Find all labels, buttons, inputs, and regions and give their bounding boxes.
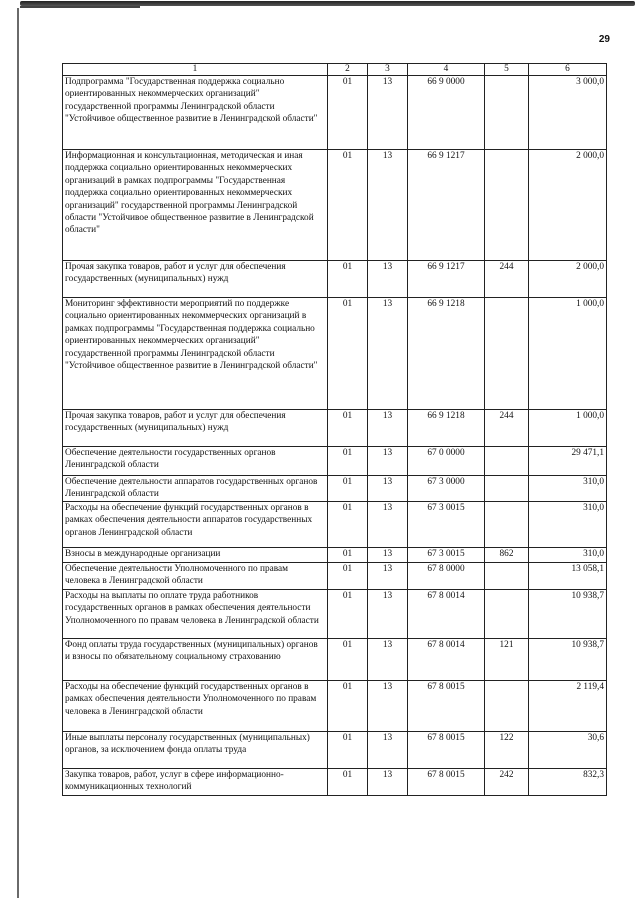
cell-section: 01 bbox=[328, 501, 368, 547]
table-row bbox=[63, 476, 607, 502]
cell-amount: 1 000,0 bbox=[529, 410, 607, 447]
table-row bbox=[63, 638, 607, 680]
cell-amount: 10 938,7 bbox=[529, 589, 607, 638]
cell-description: Подпрограмма "Государственная поддержка социально ориентированных некоммерческих организаций" государственной программы Ленинградской области "Устойчивое общественное развитие в Ленинградской области" bbox=[63, 76, 328, 150]
table-row bbox=[63, 150, 607, 261]
table-row bbox=[63, 547, 607, 562]
cell-expense-type: 244 bbox=[485, 410, 529, 447]
cell-description: Обеспечение деятельности государственных органов Ленинградской области bbox=[63, 447, 328, 476]
cell-description: Информационная и консультационная, методическая и иная поддержка социально ориентированных некоммерческих организаций в рамках подпрограммы "Государственная поддержка социально ориентированных некоммерческих организаций" государственной программы Ленинградской области "Устойчивое общественное развитие в Ленинградской области" bbox=[63, 150, 328, 261]
table-row bbox=[63, 731, 607, 768]
cell-expense-type: 862 bbox=[485, 547, 529, 562]
cell-target-article: 67 8 0015 bbox=[408, 680, 485, 731]
cell-subsection: 13 bbox=[368, 501, 408, 547]
cell-expense-type bbox=[485, 501, 529, 547]
cell-description: Мониторинг эффективности мероприятий по поддержке социально ориентированных некоммерческих организаций в рамках подпрограммы "Государственная поддержка социально ориентированных некоммерческих организаций" государственной программы Ленинградской области "Устойчивое общественное развитие в Ленинградской области" bbox=[63, 298, 328, 410]
cell-target-article: 67 8 0015 bbox=[408, 731, 485, 768]
cell-target-article: 67 3 0015 bbox=[408, 501, 485, 547]
cell-target-article: 66 9 1218 bbox=[408, 298, 485, 410]
table-row bbox=[63, 562, 607, 589]
table-row bbox=[63, 680, 607, 731]
cell-description: Расходы на выплаты по оплате труда работников государственных органов в рамках обеспечения деятельности Уполномоченного по правам человека в Ленинградской области bbox=[63, 589, 328, 638]
header-cell: 4 bbox=[408, 64, 485, 76]
cell-section: 01 bbox=[328, 76, 368, 150]
cell-amount: 310,0 bbox=[529, 476, 607, 502]
cell-description: Закупка товаров, работ, услуг в сфере информационно-коммуникационных технологий bbox=[63, 768, 328, 795]
cell-subsection: 13 bbox=[368, 150, 408, 261]
cell-subsection: 13 bbox=[368, 298, 408, 410]
cell-expense-type bbox=[485, 589, 529, 638]
budget-table bbox=[62, 63, 607, 796]
cell-amount: 30,6 bbox=[529, 731, 607, 768]
cell-amount: 10 938,7 bbox=[529, 638, 607, 680]
cell-description: Прочая закупка товаров, работ и услуг для обеспечения государственных (муниципальных) нужд bbox=[63, 410, 328, 447]
cell-description: Взносы в международные организации bbox=[63, 547, 328, 562]
cell-target-article: 67 8 0000 bbox=[408, 562, 485, 589]
header-cell: 3 bbox=[368, 64, 408, 76]
cell-description: Расходы на обеспечение функций государственных органов в рамках обеспечения деятельности аппаратов государственных органов Ленинградской области bbox=[63, 501, 328, 547]
cell-amount: 3 000,0 bbox=[529, 76, 607, 150]
cell-expense-type: 122 bbox=[485, 731, 529, 768]
cell-section: 01 bbox=[328, 589, 368, 638]
cell-section: 01 bbox=[328, 547, 368, 562]
table-row bbox=[63, 76, 607, 150]
header-cell: 6 bbox=[529, 64, 607, 76]
cell-subsection: 13 bbox=[368, 731, 408, 768]
cell-subsection: 13 bbox=[368, 768, 408, 795]
cell-section: 01 bbox=[328, 261, 368, 298]
table-row bbox=[63, 768, 607, 795]
cell-description: Иные выплаты персоналу государственных (муниципальных) органов, за исключением фонда оплаты труда bbox=[63, 731, 328, 768]
cell-subsection: 13 bbox=[368, 76, 408, 150]
cell-subsection: 13 bbox=[368, 638, 408, 680]
cell-subsection: 13 bbox=[368, 562, 408, 589]
cell-amount: 1 000,0 bbox=[529, 298, 607, 410]
cell-section: 01 bbox=[328, 476, 368, 502]
cell-target-article: 67 8 0014 bbox=[408, 638, 485, 680]
cell-subsection: 13 bbox=[368, 261, 408, 298]
cell-section: 01 bbox=[328, 410, 368, 447]
cell-target-article: 66 9 1218 bbox=[408, 410, 485, 447]
page-number: 29 bbox=[598, 34, 610, 45]
cell-expense-type: 121 bbox=[485, 638, 529, 680]
cell-description: Обеспечение деятельности аппаратов государственных органов Ленинградской области bbox=[63, 476, 328, 502]
cell-section: 01 bbox=[328, 298, 368, 410]
table-row bbox=[63, 410, 607, 447]
cell-section: 01 bbox=[328, 768, 368, 795]
cell-expense-type bbox=[485, 562, 529, 589]
cell-section: 01 bbox=[328, 731, 368, 768]
cell-subsection: 13 bbox=[368, 447, 408, 476]
cell-section: 01 bbox=[328, 150, 368, 261]
cell-amount: 2 119,4 bbox=[529, 680, 607, 731]
cell-section: 01 bbox=[328, 447, 368, 476]
cell-target-article: 67 3 0015 bbox=[408, 547, 485, 562]
table-row bbox=[63, 589, 607, 638]
cell-amount: 310,0 bbox=[529, 501, 607, 547]
cell-expense-type bbox=[485, 150, 529, 261]
cell-section: 01 bbox=[328, 638, 368, 680]
cell-description: Обеспечение деятельности Уполномоченного по правам человека в Ленинградской области bbox=[63, 562, 328, 589]
cell-target-article: 66 9 1217 bbox=[408, 150, 485, 261]
table-row bbox=[63, 261, 607, 298]
cell-target-article: 67 3 0000 bbox=[408, 476, 485, 502]
header-cell: 1 bbox=[63, 64, 328, 76]
header-cell: 2 bbox=[328, 64, 368, 76]
cell-expense-type bbox=[485, 476, 529, 502]
cell-target-article: 67 8 0014 bbox=[408, 589, 485, 638]
cell-expense-type bbox=[485, 447, 529, 476]
cell-target-article: 66 9 1217 bbox=[408, 261, 485, 298]
header-row bbox=[63, 64, 607, 76]
table-row bbox=[63, 447, 607, 476]
cell-expense-type bbox=[485, 298, 529, 410]
cell-target-article: 67 8 0015 bbox=[408, 768, 485, 795]
cell-amount: 13 058,1 bbox=[529, 562, 607, 589]
cell-amount: 2 000,0 bbox=[529, 261, 607, 298]
cell-description: Расходы на обеспечение функций государственных органов в рамках обеспечения деятельности Уполномоченного по правам человека в Ленинградской области bbox=[63, 680, 328, 731]
cell-description: Фонд оплаты труда государственных (муниципальных) органов и взносы по обязательному социальному страхованию bbox=[63, 638, 328, 680]
table-row bbox=[63, 298, 607, 410]
scan-margin-line bbox=[17, 8, 19, 898]
cell-section: 01 bbox=[328, 680, 368, 731]
cell-subsection: 13 bbox=[368, 547, 408, 562]
cell-expense-type: 244 bbox=[485, 261, 529, 298]
cell-subsection: 13 bbox=[368, 476, 408, 502]
cell-amount: 832,3 bbox=[529, 768, 607, 795]
cell-section: 01 bbox=[328, 562, 368, 589]
cell-amount: 310,0 bbox=[529, 547, 607, 562]
cell-amount: 2 000,0 bbox=[529, 150, 607, 261]
cell-target-article: 67 0 0000 bbox=[408, 447, 485, 476]
cell-expense-type bbox=[485, 76, 529, 150]
cell-expense-type bbox=[485, 680, 529, 731]
table-row bbox=[63, 501, 607, 547]
cell-expense-type: 242 bbox=[485, 768, 529, 795]
cell-description: Прочая закупка товаров, работ и услуг для обеспечения государственных (муниципальных) нужд bbox=[63, 261, 328, 298]
cell-amount: 29 471,1 bbox=[529, 447, 607, 476]
cell-target-article: 66 9 0000 bbox=[408, 76, 485, 150]
top-rule-tail bbox=[20, 6, 140, 8]
cell-subsection: 13 bbox=[368, 589, 408, 638]
header-cell: 5 bbox=[485, 64, 529, 76]
cell-subsection: 13 bbox=[368, 410, 408, 447]
cell-subsection: 13 bbox=[368, 680, 408, 731]
